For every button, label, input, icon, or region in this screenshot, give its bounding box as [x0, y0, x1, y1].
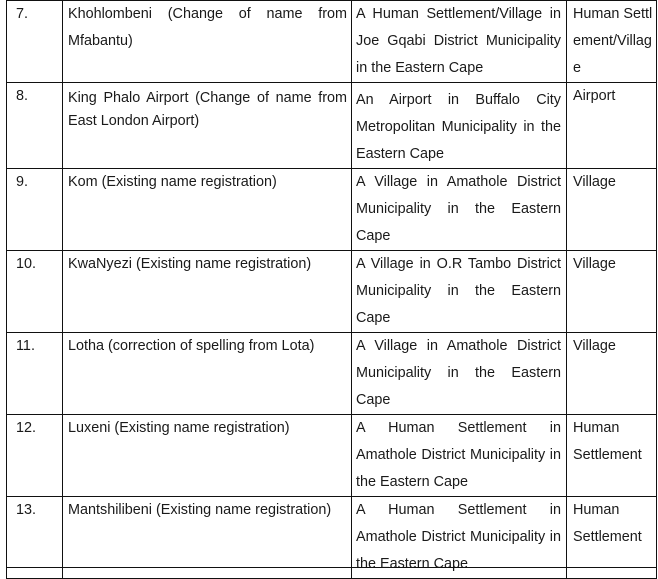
feature-type: Human Settlement [567, 415, 657, 497]
row-number: 13. [7, 497, 63, 579]
row-number: 8. [7, 83, 63, 169]
table-row [7, 415, 657, 497]
place-name: King Phalo Airport (Change of name from East London Airport) [63, 83, 352, 169]
feature-type: Human Settlement/Village [567, 1, 657, 83]
feature-type: Village [567, 251, 657, 333]
place-name: Luxeni (Existing name registration) [63, 415, 352, 497]
table-row [7, 83, 657, 169]
row-number: 10. [7, 251, 63, 333]
row-number: 7. [7, 1, 63, 83]
place-names-table [6, 0, 657, 579]
feature-type: Human Settlement [567, 497, 657, 579]
page-bottom-rule [6, 567, 657, 568]
place-description: A Village in O.R Tambo District Municipality in the Eastern Cape [352, 251, 567, 333]
row-number: 11. [7, 333, 63, 415]
place-name: Kom (Existing name registration) [63, 169, 352, 251]
place-name: Khohlombeni (Change of name from Mfabantu) [63, 1, 352, 83]
place-description: An Airport in Buffalo City Metropolitan Municipality in the Eastern Cape [352, 83, 567, 169]
place-description: A Human Settlement in Amathole District Municipality in the Eastern Cape [352, 497, 567, 579]
table-row [7, 169, 657, 251]
place-description: A Village in Amathole District Municipality in the Eastern Cape [352, 333, 567, 415]
place-name: KwaNyezi (Existing name registration) [63, 251, 352, 333]
place-name: Lotha (correction of spelling from Lota) [63, 333, 352, 415]
place-description: A Village in Amathole District Municipality in the Eastern Cape [352, 169, 567, 251]
table-row [7, 333, 657, 415]
table-row [7, 1, 657, 83]
table-row [7, 251, 657, 333]
feature-type: Village [567, 169, 657, 251]
row-number: 9. [7, 169, 63, 251]
row-number: 12. [7, 415, 63, 497]
place-name: Mantshilibeni (Existing name registration) [63, 497, 352, 579]
feature-type: Village [567, 333, 657, 415]
feature-type: Airport [567, 83, 657, 169]
place-description: A Human Settlement in Amathole District Municipality in the Eastern Cape [352, 415, 567, 497]
place-description: A Human Settlement/Village in Joe Gqabi District Municipality in the Eastern Cape [352, 1, 567, 83]
